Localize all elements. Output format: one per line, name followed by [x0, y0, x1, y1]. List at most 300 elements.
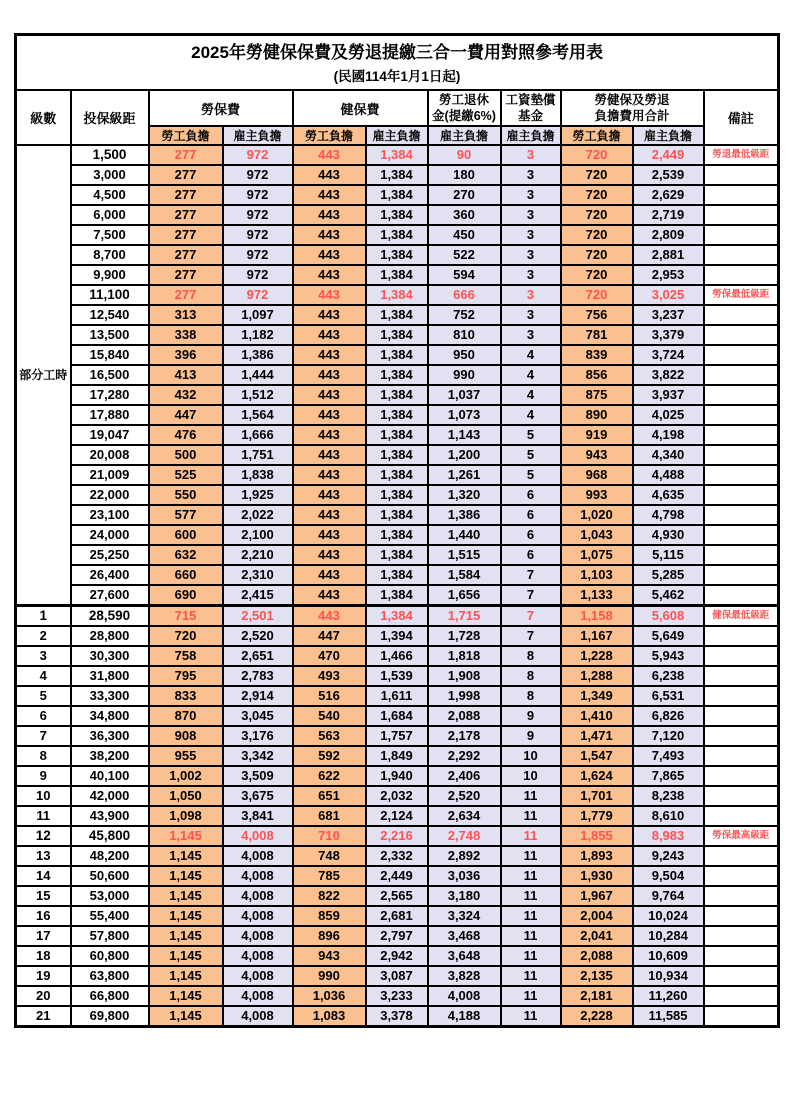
fee-cell: 1,143 [428, 425, 501, 445]
table-row [16, 786, 779, 806]
salary-cell: 48,200 [71, 846, 149, 866]
fee-cell: 660 [149, 565, 223, 585]
fee-cell: 2,681 [366, 906, 428, 926]
level-cell: 16 [16, 906, 71, 926]
note-cell [704, 185, 779, 205]
fee-cell: 11 [501, 966, 561, 986]
fee-cell: 1,384 [366, 485, 428, 505]
fee-cell: 2,228 [561, 1006, 633, 1027]
salary-cell: 25,250 [71, 545, 149, 565]
fee-cell: 8,610 [633, 806, 704, 826]
level-cell: 20 [16, 986, 71, 1006]
fee-cell: 1,182 [223, 325, 293, 345]
fee-cell: 875 [561, 385, 633, 405]
fee-cell: 540 [293, 706, 366, 726]
salary-cell: 3,000 [71, 165, 149, 185]
table-row [16, 906, 779, 926]
fee-cell: 870 [149, 706, 223, 726]
fee-cell: 2,449 [366, 866, 428, 886]
table-row [16, 245, 779, 265]
fee-cell: 2,124 [366, 806, 428, 826]
salary-cell: 16,500 [71, 365, 149, 385]
fee-cell: 396 [149, 345, 223, 365]
level-cell: 4 [16, 666, 71, 686]
table-row [16, 1006, 779, 1027]
subheader-pension-employer: 雇主負擔 [428, 126, 501, 145]
fee-cell: 720 [561, 265, 633, 285]
note-cell [704, 926, 779, 946]
fee-cell: 3,176 [223, 726, 293, 746]
fee-cell: 1,145 [149, 886, 223, 906]
fee-cell: 720 [561, 165, 633, 185]
fee-cell: 443 [293, 225, 366, 245]
fee-cell: 720 [561, 185, 633, 205]
fee-cell: 1,384 [366, 405, 428, 425]
fee-cell: 9,243 [633, 846, 704, 866]
level-cell: 3 [16, 646, 71, 666]
fee-cell: 10,024 [633, 906, 704, 926]
salary-cell: 63,800 [71, 966, 149, 986]
fee-cell: 4,008 [223, 946, 293, 966]
fee-cell: 710 [293, 826, 366, 846]
table-row [16, 145, 779, 165]
fee-cell: 1,386 [428, 505, 501, 525]
note-cell [704, 666, 779, 686]
table-row [16, 205, 779, 225]
fee-cell: 443 [293, 485, 366, 505]
table-row [16, 385, 779, 405]
fee-cell: 3,841 [223, 806, 293, 826]
salary-cell: 43,900 [71, 806, 149, 826]
salary-cell: 66,800 [71, 986, 149, 1006]
fee-cell: 11 [501, 826, 561, 846]
fee-cell: 1,466 [366, 646, 428, 666]
fee-cell: 3,675 [223, 786, 293, 806]
header-group-row [16, 90, 779, 126]
table-row [16, 926, 779, 946]
fee-cell: 443 [293, 565, 366, 585]
fee-cell: 1,384 [366, 225, 428, 245]
fee-cell: 2,520 [223, 626, 293, 646]
level-cell: 2 [16, 626, 71, 646]
fee-cell: 2,088 [428, 706, 501, 726]
pension-header-line2: 金(提繳6%) [432, 109, 496, 123]
fee-cell: 443 [293, 325, 366, 345]
fee-cell: 7,865 [633, 766, 704, 786]
fee-cell: 781 [561, 325, 633, 345]
fee-cell: 972 [223, 285, 293, 305]
note-cell: 勞保最低級距 [704, 285, 779, 305]
fee-cell: 4,008 [223, 826, 293, 846]
fee-cell: 600 [149, 525, 223, 545]
fee-cell: 4,008 [223, 906, 293, 926]
level-cell: 9 [16, 766, 71, 786]
fee-cell: 2,881 [633, 245, 704, 265]
fee-cell: 594 [428, 265, 501, 285]
fee-cell: 1,666 [223, 425, 293, 445]
fee-cell: 1,684 [366, 706, 428, 726]
fee-cell: 1,515 [428, 545, 501, 565]
fee-cell: 11 [501, 926, 561, 946]
fee-cell: 2,634 [428, 806, 501, 826]
fee-cell: 2,565 [366, 886, 428, 906]
fee-cell: 4,008 [223, 886, 293, 906]
level-cell: 7 [16, 726, 71, 746]
note-cell [704, 325, 779, 345]
fee-cell: 3,509 [223, 766, 293, 786]
table-row [16, 626, 779, 646]
note-cell [704, 445, 779, 465]
fee-cell: 2,032 [366, 786, 428, 806]
fee-cell: 10 [501, 746, 561, 766]
fee-cell: 4 [501, 385, 561, 405]
fee-cell: 2,332 [366, 846, 428, 866]
fee-cell: 3,468 [428, 926, 501, 946]
table-row [16, 846, 779, 866]
salary-cell: 11,100 [71, 285, 149, 305]
note-cell: 健保最低級距 [704, 606, 779, 627]
fee-cell: 6 [501, 525, 561, 545]
fee-cell: 277 [149, 165, 223, 185]
table-row [16, 766, 779, 786]
fee-cell: 1,261 [428, 465, 501, 485]
fee-cell: 632 [149, 545, 223, 565]
fee-cell: 10,284 [633, 926, 704, 946]
table-row [16, 345, 779, 365]
fee-cell: 720 [561, 205, 633, 225]
table-row [16, 806, 779, 826]
fee-cell: 1,440 [428, 525, 501, 545]
fee-cell: 2,539 [633, 165, 704, 185]
wage-fund-header-line2: 基金 [517, 109, 543, 123]
fee-cell: 443 [293, 165, 366, 185]
fee-cell: 2,953 [633, 265, 704, 285]
fee-cell: 1,145 [149, 1006, 223, 1027]
table-row [16, 585, 779, 606]
fee-cell: 1,050 [149, 786, 223, 806]
fee-cell: 2,041 [561, 926, 633, 946]
fee-cell: 5 [501, 465, 561, 485]
fee-cell: 3 [501, 325, 561, 345]
note-cell [704, 305, 779, 325]
note-cell [704, 766, 779, 786]
fee-cell: 500 [149, 445, 223, 465]
fee-cell: 2,004 [561, 906, 633, 926]
note-cell [704, 365, 779, 385]
total-header-line2: 負擔費用合計 [594, 109, 670, 123]
salary-cell: 13,500 [71, 325, 149, 345]
fee-cell: 3,087 [366, 966, 428, 986]
subheader-labor-employee: 勞工負擔 [149, 126, 223, 145]
table-row [16, 886, 779, 906]
fee-cell: 2,088 [561, 946, 633, 966]
note-cell [704, 886, 779, 906]
table-row [16, 325, 779, 345]
fee-cell: 11,585 [633, 1006, 704, 1027]
title-row [16, 35, 779, 91]
fee-cell: 7,120 [633, 726, 704, 746]
fee-cell: 11 [501, 806, 561, 826]
salary-cell: 36,300 [71, 726, 149, 746]
salary-cell: 20,008 [71, 445, 149, 465]
note-cell [704, 425, 779, 445]
level-cell: 8 [16, 746, 71, 766]
fee-cell: 3,724 [633, 345, 704, 365]
fee-cell: 785 [293, 866, 366, 886]
fee-cell: 9 [501, 726, 561, 746]
fee-cell: 795 [149, 666, 223, 686]
fee-cell: 1,547 [561, 746, 633, 766]
fee-cell: 1,073 [428, 405, 501, 425]
fee-cell: 1,103 [561, 565, 633, 585]
fee-cell: 720 [561, 145, 633, 165]
fee-cell: 1,728 [428, 626, 501, 646]
subheader-total-employer: 雇主負擔 [633, 126, 704, 145]
fee-cell: 2,809 [633, 225, 704, 245]
fee-cell: 4,008 [223, 986, 293, 1006]
salary-cell: 4,500 [71, 185, 149, 205]
salary-cell: 12,540 [71, 305, 149, 325]
salary-cell: 53,000 [71, 886, 149, 906]
fee-cell: 4,008 [428, 986, 501, 1006]
salary-cell: 38,200 [71, 746, 149, 766]
fee-cell: 1,908 [428, 666, 501, 686]
fee-cell: 4 [501, 365, 561, 385]
fee-cell: 450 [428, 225, 501, 245]
fee-cell: 822 [293, 886, 366, 906]
fee-cell: 1,020 [561, 505, 633, 525]
note-cell [704, 946, 779, 966]
fee-cell: 2,178 [428, 726, 501, 746]
fee-cell: 4,635 [633, 485, 704, 505]
salary-cell: 17,880 [71, 405, 149, 425]
fee-cell: 10,609 [633, 946, 704, 966]
fee-cell: 1,002 [149, 766, 223, 786]
fee-cell: 413 [149, 365, 223, 385]
table-row [16, 485, 779, 505]
fee-cell: 3,237 [633, 305, 704, 325]
level-cell: 10 [16, 786, 71, 806]
fee-cell: 443 [293, 425, 366, 445]
fee-cell: 3,822 [633, 365, 704, 385]
fee-cell: 443 [293, 606, 366, 627]
fee-cell: 666 [428, 285, 501, 305]
fee-cell: 4,008 [223, 866, 293, 886]
fee-cell: 1,384 [366, 265, 428, 285]
level-cell: 18 [16, 946, 71, 966]
fee-cell: 993 [561, 485, 633, 505]
salary-cell: 7,500 [71, 225, 149, 245]
table-row [16, 706, 779, 726]
fee-cell: 90 [428, 145, 501, 165]
fee-cell: 1,145 [149, 826, 223, 846]
fee-cell: 2,181 [561, 986, 633, 1006]
table-row [16, 966, 779, 986]
fee-cell: 313 [149, 305, 223, 325]
note-cell [704, 465, 779, 485]
fee-cell: 1,097 [223, 305, 293, 325]
fee-cell: 2,783 [223, 666, 293, 686]
fee-cell: 1,564 [223, 405, 293, 425]
group-label-cell: 部分工時 [16, 145, 71, 606]
fee-cell: 1,384 [366, 305, 428, 325]
fee-cell: 447 [149, 405, 223, 425]
fee-cell: 443 [293, 525, 366, 545]
fee-cell: 8 [501, 686, 561, 706]
table-row [16, 445, 779, 465]
fee-cell: 1,624 [561, 766, 633, 786]
fee-cell: 972 [223, 205, 293, 225]
fee-cell: 277 [149, 285, 223, 305]
fee-cell: 758 [149, 646, 223, 666]
fee-cell: 443 [293, 585, 366, 606]
fee-cell: 1,384 [366, 565, 428, 585]
salary-cell: 19,047 [71, 425, 149, 445]
col-header-level: 級數 [16, 90, 71, 145]
table-row [16, 986, 779, 1006]
fee-cell: 3,648 [428, 946, 501, 966]
subheader-total-employee: 勞工負擔 [561, 126, 633, 145]
fee-cell: 2,415 [223, 585, 293, 606]
table-row [16, 646, 779, 666]
fee-cell: 1,349 [561, 686, 633, 706]
fee-cell: 1,145 [149, 926, 223, 946]
fee-cell: 1,779 [561, 806, 633, 826]
fee-cell: 1,444 [223, 365, 293, 385]
fee-cell: 3 [501, 205, 561, 225]
table-row [16, 365, 779, 385]
fee-cell: 443 [293, 265, 366, 285]
fee-cell: 443 [293, 285, 366, 305]
table-row [16, 185, 779, 205]
table-row [16, 826, 779, 846]
fee-cell: 1,145 [149, 906, 223, 926]
fee-cell: 11 [501, 786, 561, 806]
salary-cell: 57,800 [71, 926, 149, 946]
fee-cell: 896 [293, 926, 366, 946]
page-subtitle: (民國114年1月1日起) [333, 69, 461, 84]
level-cell: 15 [16, 886, 71, 906]
fee-cell: 11 [501, 946, 561, 966]
note-cell [704, 1006, 779, 1027]
note-cell [704, 505, 779, 525]
fee-cell: 443 [293, 145, 366, 165]
salary-cell: 9,900 [71, 265, 149, 285]
fee-cell: 9,764 [633, 886, 704, 906]
fee-cell: 1,200 [428, 445, 501, 465]
note-cell [704, 806, 779, 826]
salary-cell: 45,800 [71, 826, 149, 846]
note-cell [704, 245, 779, 265]
fee-cell: 3 [501, 265, 561, 285]
table-row [16, 686, 779, 706]
fee-cell: 1,037 [428, 385, 501, 405]
note-cell [704, 225, 779, 245]
table-row [16, 225, 779, 245]
table-row [16, 666, 779, 686]
table-row [16, 285, 779, 305]
salary-cell: 24,000 [71, 525, 149, 545]
level-cell: 5 [16, 686, 71, 706]
fee-cell: 2,629 [633, 185, 704, 205]
note-cell [704, 706, 779, 726]
salary-cell: 40,100 [71, 766, 149, 786]
fee-cell: 1,384 [366, 445, 428, 465]
fee-cell: 7 [501, 565, 561, 585]
fee-cell: 833 [149, 686, 223, 706]
fee-cell: 277 [149, 265, 223, 285]
fee-cell: 972 [223, 165, 293, 185]
fee-cell: 1,228 [561, 646, 633, 666]
fee-cell: 3,180 [428, 886, 501, 906]
table-row [16, 565, 779, 585]
level-cell: 14 [16, 866, 71, 886]
table-row [16, 606, 779, 627]
fee-cell: 277 [149, 185, 223, 205]
salary-cell: 30,300 [71, 646, 149, 666]
fee-cell: 11 [501, 886, 561, 906]
fee-cell: 3,233 [366, 986, 428, 1006]
fee-cell: 180 [428, 165, 501, 185]
fee-cell: 11 [501, 866, 561, 886]
fee-cell: 1,818 [428, 646, 501, 666]
table-title-block [16, 35, 779, 91]
table-body [16, 145, 779, 1027]
fee-cell: 651 [293, 786, 366, 806]
fee-cell: 4,008 [223, 926, 293, 946]
note-cell [704, 866, 779, 886]
fee-cell: 4,198 [633, 425, 704, 445]
salary-cell: 21,009 [71, 465, 149, 485]
fee-cell: 6,238 [633, 666, 704, 686]
fee-cell: 525 [149, 465, 223, 485]
fee-cell: 550 [149, 485, 223, 505]
fee-cell: 1,512 [223, 385, 293, 405]
fee-cell: 6,531 [633, 686, 704, 706]
fee-cell: 6 [501, 505, 561, 525]
fee-cell: 919 [561, 425, 633, 445]
fee-cell: 1,320 [428, 485, 501, 505]
fee-cell: 1,083 [293, 1006, 366, 1027]
note-cell: 勞保最高級距 [704, 826, 779, 846]
fee-cell: 681 [293, 806, 366, 826]
fee-cell: 1,384 [366, 245, 428, 265]
fee-cell: 11,260 [633, 986, 704, 1006]
table-row [16, 866, 779, 886]
note-cell [704, 345, 779, 365]
table-row [16, 265, 779, 285]
fee-cell: 443 [293, 345, 366, 365]
table-row [16, 465, 779, 485]
salary-cell: 23,100 [71, 505, 149, 525]
fee-cell: 2,310 [223, 565, 293, 585]
subheader-health-employee: 勞工負擔 [293, 126, 366, 145]
fee-cell: 1,757 [366, 726, 428, 746]
fee-cell: 856 [561, 365, 633, 385]
fee-cell: 10,934 [633, 966, 704, 986]
fee-cell: 1,940 [366, 766, 428, 786]
fee-cell: 3 [501, 225, 561, 245]
fee-cell: 447 [293, 626, 366, 646]
col-header-health-fee: 健保費 [293, 90, 428, 126]
table-row [16, 545, 779, 565]
fee-cell: 5,649 [633, 626, 704, 646]
fee-cell: 1,384 [366, 205, 428, 225]
fee-cell: 1,384 [366, 325, 428, 345]
page-title: 2025年勞健保保費及勞退提繳三合一費用對照參考用表 [191, 43, 603, 62]
table-row [16, 425, 779, 445]
fee-cell: 1,701 [561, 786, 633, 806]
